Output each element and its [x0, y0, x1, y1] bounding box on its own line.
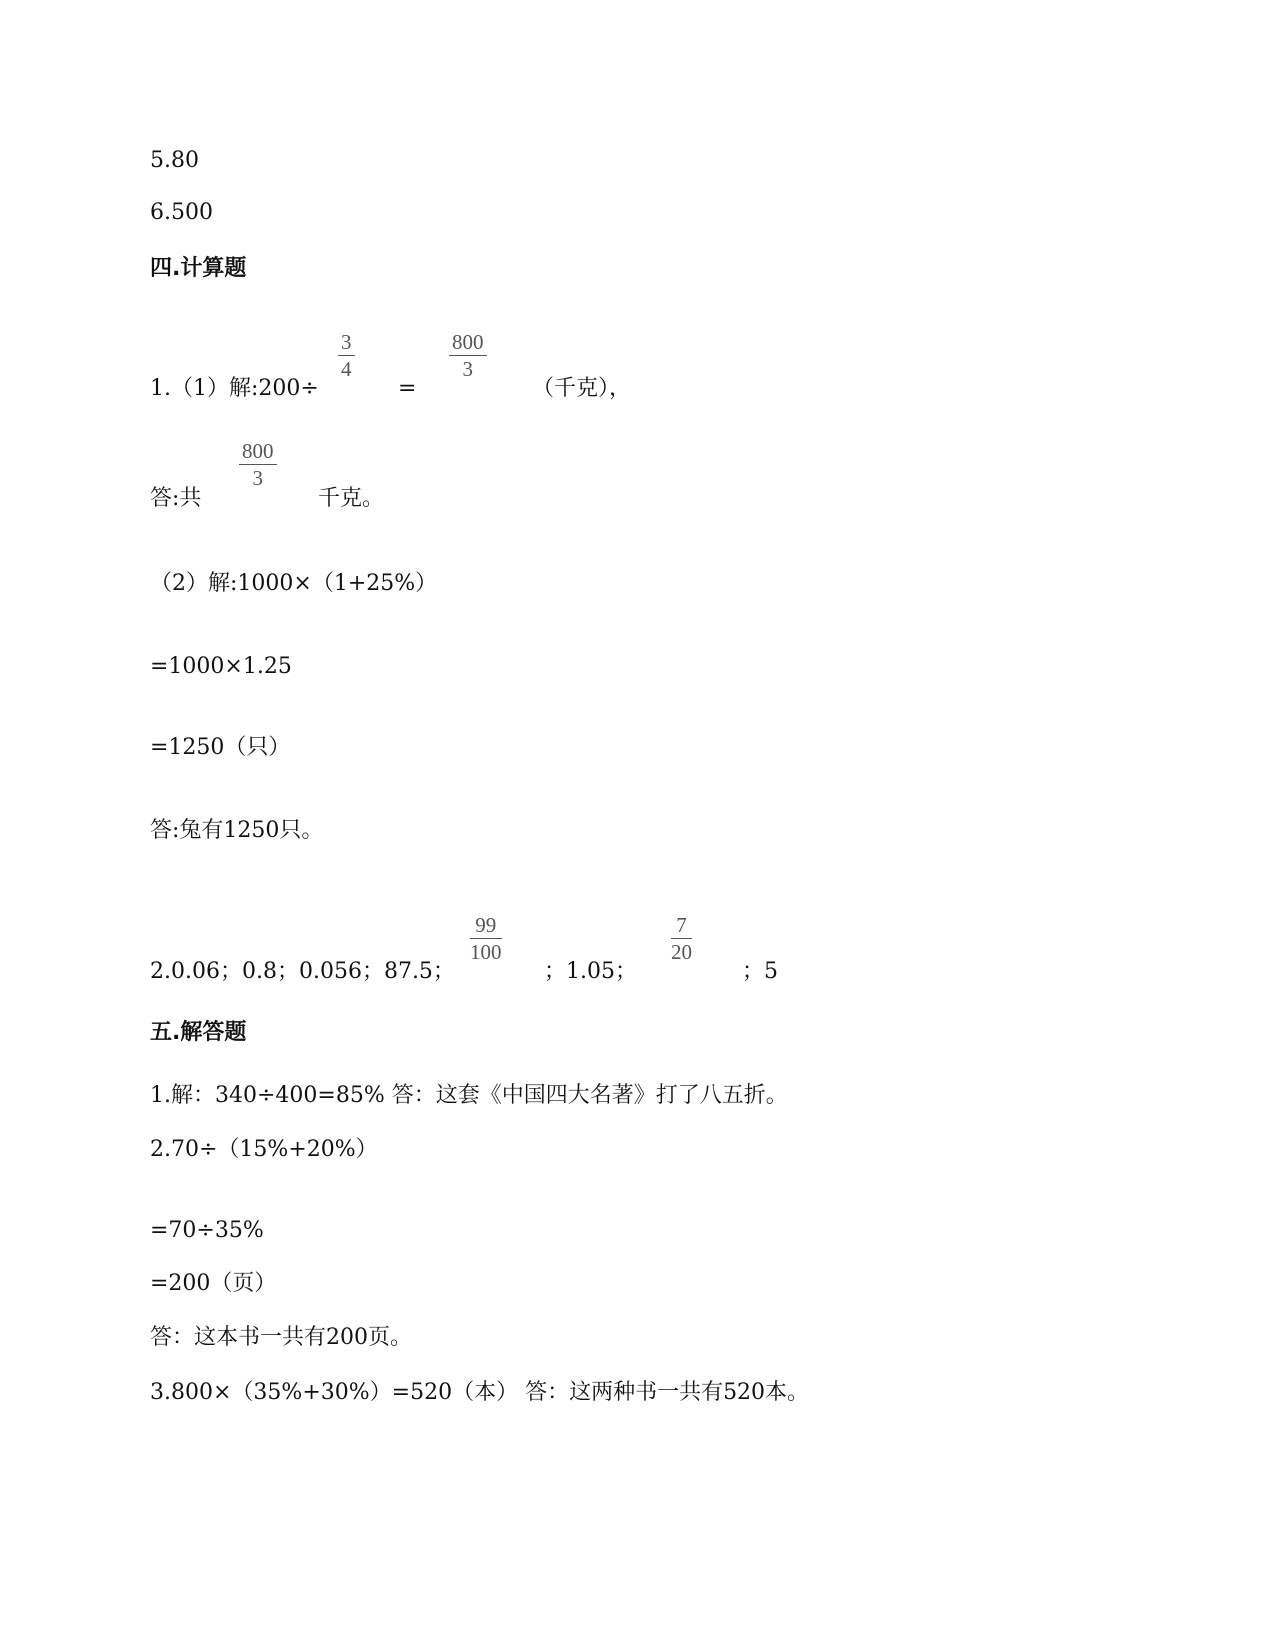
q2-suffix: ；5 [742, 959, 778, 984]
fraction-numerator: 7 [671, 915, 692, 939]
q1-answer-prefix: 答:共 [150, 486, 202, 511]
fraction-numerator: 800 [239, 441, 277, 465]
s5-q2-line1: 2.70÷（15%+20%） [150, 1137, 378, 1162]
section-4-heading: 四.计算题 [150, 256, 247, 281]
q1-fraction-3-4 [338, 332, 355, 380]
q1-part2-answer: 答:兔有1250只。 [150, 818, 324, 843]
fraction-numerator: 99 [470, 915, 502, 939]
q1-part2-line2: =1000×1.25 [150, 654, 292, 679]
section-5-heading: 五.解答题 [150, 1020, 247, 1045]
q2-fraction-7-20 [671, 915, 692, 963]
q1-part2-line1: （2）解:1000×（1+25%） [150, 571, 438, 596]
q1-fraction-800-3 [449, 332, 487, 380]
q2-prefix: 2.0.06；0.8；0.056；87.5； [150, 959, 455, 984]
s5-q2-line3: =200（页） [150, 1271, 277, 1296]
q1-part1-prefix: 1.（1）解:200÷ [150, 376, 319, 401]
q2-middle: ；1.05； [544, 959, 637, 984]
s5-q1: 1.解：340÷400=85% 答：这套《中国四大名著》打了八五折。 [150, 1083, 788, 1108]
s5-q2-answer: 答：这本书一共有200页。 [150, 1325, 412, 1350]
s5-q2-line2: =70÷35% [150, 1218, 264, 1243]
answer-item-6: 6.500 [150, 200, 213, 225]
q1-answer-suffix: 千克。 [318, 486, 385, 511]
s5-q3: 3.800×（35%+30%）=520（本） 答：这两种书一共有520本。 [150, 1380, 810, 1405]
fraction-denominator: 100 [470, 940, 502, 964]
q1-unit: （千克）， [532, 376, 632, 401]
q2-fraction-99-100 [470, 915, 502, 963]
answer-item-5: 5.80 [150, 148, 199, 173]
fraction-numerator: 800 [449, 332, 487, 356]
fraction-numerator: 3 [338, 332, 355, 356]
q1-part2-line3: =1250（只） [150, 735, 291, 760]
q1-answer-fraction [239, 441, 277, 489]
fraction-denominator: 3 [462, 357, 473, 381]
q1-equals-sign: = [398, 376, 417, 401]
fraction-denominator: 20 [671, 940, 692, 964]
fraction-denominator: 4 [341, 357, 352, 381]
fraction-denominator: 3 [252, 466, 263, 490]
